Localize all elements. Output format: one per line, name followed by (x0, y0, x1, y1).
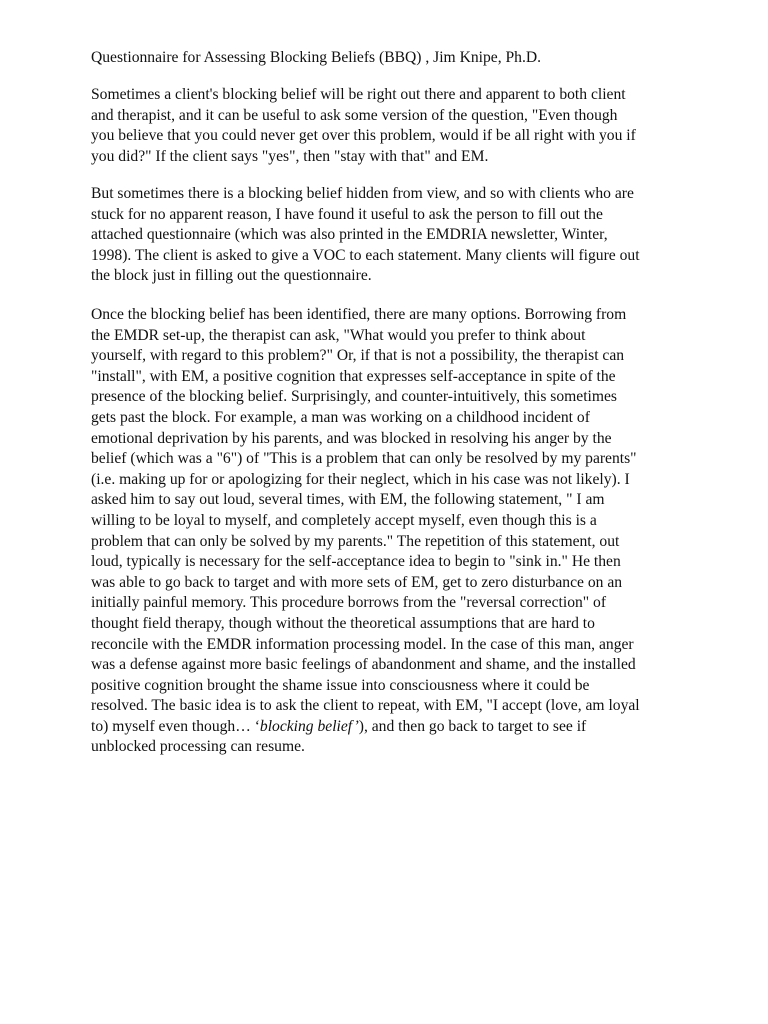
text-line: positive cognition brought the shame issue into consciousness where it could be (91, 676, 590, 694)
text-line: the EMDR set-up, the therapist can ask, "What would you prefer to think about (91, 326, 586, 344)
text-line: gets past the block. For example, a man was working on a childhood incident of (91, 408, 590, 426)
text-line: But sometimes there is a blocking belief hidden from view, and so with clients who are (91, 185, 634, 202)
text-line: problem that can only be solved by my parents." The repetition of this statement, out (91, 532, 620, 550)
text-line: (i.e. making up for or apologizing for their neglect, which in his case was not likely). I (91, 470, 630, 488)
text-line: you believe that you could never get over this problem, would if be all right with you if (91, 127, 636, 145)
text-line: "install", with EM, a positive cognition that expresses self-acceptance in spite of the (91, 367, 616, 385)
text-line: presence of the blocking belief. Surprisingly, and counter-intuitively, this sometimes (91, 388, 617, 406)
text-line: was able to go back to target and with more sets of EM, get to zero disturbance on an (91, 573, 623, 591)
text-line: you did?" If the client says "yes", then "stay with that" and EM. (91, 147, 489, 165)
text-line: Sometimes a client's blocking belief will be right out there and apparent to both client (91, 86, 626, 103)
text-line: yourself, with regard to this problem?" Or, if that is not a possibility, the therapist can (91, 347, 625, 365)
text-line: reconcile with the EMDR information processing model. In the case of this man, anger (91, 635, 634, 653)
text-line: willing to be loyal to myself, and completely accept myself, even though this is a (91, 511, 597, 529)
paragraph-hidden-belief (91, 184, 691, 287)
text-line: resolved. The basic idea is to ask the client to repeat, with EM, "I accept (love, am loyal (91, 697, 640, 715)
text-line: 1998). The client is asked to give a VOC to each statement. Many clients will figure out (91, 246, 640, 264)
text-line: the block just in filling out the questionnaire. (91, 267, 372, 285)
text-line: belief (which was a "6") of "This is a problem that can only be resolved by my parents" (91, 450, 637, 468)
text-line: unblocked processing can resume. (91, 738, 305, 756)
text-line: stuck for no apparent reason, I have found it useful to ask the person to fill out the (91, 205, 603, 223)
text-segment: ), and then go back to target to see if (358, 717, 587, 735)
text-line-mixed (91, 717, 691, 738)
document-title: Questionnaire for Assessing Blocking Beliefs (BBQ) , Jim Knipe, Ph.D. (91, 49, 542, 66)
text-line: asked him to say out loud, several times, with EM, the following statement, " I am (91, 491, 605, 509)
text-line: was a defense against more basic feelings of abandonment and shame, and the installed (91, 656, 636, 674)
paragraph-intro (91, 85, 691, 167)
italic-phrase: blocking belief’ (259, 717, 359, 735)
text-line: Once the blocking belief has been identified, there are many options. Borrowing from (91, 306, 627, 323)
text-line: and therapist, and it can be useful to ask some version of the question, "Even though (91, 106, 618, 124)
text-line: initially painful memory. This procedure borrows from the "reversal correction" of (91, 594, 607, 612)
text-line: emotional deprivation by his parents, and was blocked in resolving his anger by the (91, 429, 612, 447)
text-line: attached questionnaire (which was also printed in the EMDRIA newsletter, Winter, (91, 226, 608, 244)
text-line: thought field therapy, though without the theoretical assumptions that are hard to (91, 614, 595, 632)
text-segment: to) myself even though… ‘ (91, 717, 260, 735)
text-line: loud, typically is necessary for the self-acceptance idea to begin to "sink in." He then (91, 553, 621, 571)
paragraph-options (91, 305, 691, 758)
